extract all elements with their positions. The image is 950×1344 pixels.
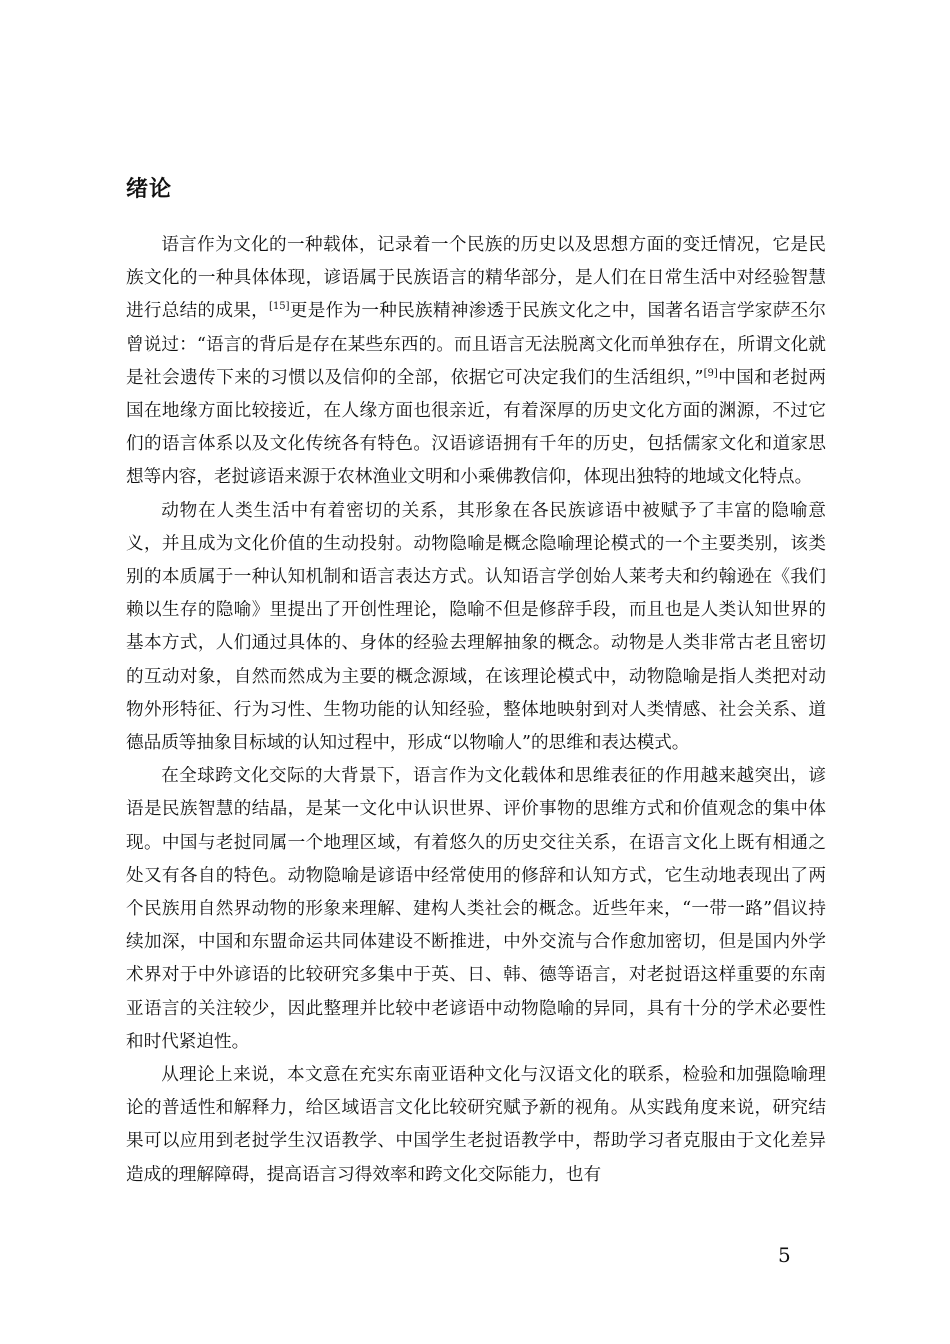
paragraph-1 [126, 229, 826, 495]
citation-9: [9] [703, 367, 718, 379]
citation-15: [15] [269, 301, 290, 313]
paragraph-2: 动物在人类生活中有着密切的关系，其形象在各民族谚语中被赋予了丰富的隐喻意义，并且成为文化价值的生动投射。动物隐喻是概念隐喻理论模式的一个主要类别，该类别的本质属于一种认知机制和语言表达方式。认知语言学创始人莱考夫和约翰逊在《我们赖以生存的隐喻》里提出了开创性理论，隐喻不但是修辞手段，而且也是人类认知世界的基本方式，人们通过具体的、身体的经验去理解抽象的概念。动物是人类非常古老且密切的互动对象，自然而然成为主要的概念源域，在该理论模式中，动物隐喻是指人类把对动物外形特征、行为习性、生物功能的认知经验，整体地映射到对人类情感、社会关系、道德品质等抽象目标域的认知过程中，形成“以物喻人”的思维和表达模式。 [126, 500, 826, 754]
paragraph-1-text-a: 语言作为文化的一种载体，记录着一个民族的历史以及思想方面的变迁情况，它是民族文化的一种具体体现，谚语属于民族语言的精华部分，是人们在日常生活中对经验智慧进行总结的成果， [126, 235, 826, 322]
section-heading: 绪论 [126, 177, 173, 202]
paragraph-1-text-c: 中国和老挝两国在地缘方面比较接近，在人缘方面也很亲近，有着深厚的历史文化方面的渊源，不过它们的语言体系以及文化传统各有特色。汉语谚语拥有千年的历史，包括儒家文化和道家思想等内容，老挝谚语来源于农林渔业文明和小乘佛教信仰，体现出独特的地域文化特点。 [126, 367, 826, 488]
paragraph-1-text-b: 更是作为一种民族精神渗透于民族文化之中，国著名语言学家萨丕尔曾说过：“语言的背后是存在某些东西的。而且语言无法脱离文化而单独存在，所谓文化就是社会遗传下来的习惯以及信仰的全部，依据它可决定我们的生活组织，” [126, 301, 826, 388]
body-text [126, 229, 826, 1192]
paragraph-4: 从理论上来说，本文意在充实东南亚语种文化与汉语文化的联系，检验和加强隐喻理论的普适性和解释力，给区域语言文化比较研究赋予新的视角。从实践角度来说，研究结果可以应用到老挝学生汉语教学、中国学生老挝语教学中，帮助学习者克服由于文化差异造成的理解障碍，提高语言习得效率和跨文化交际能力，也有 [126, 1065, 826, 1185]
page-number: 5 [778, 1243, 791, 1267]
paragraph-3: 在全球跨文化交际的大背景下，语言作为文化载体和思维表征的作用越来越突出，谚语是民族智慧的结晶，是某一文化中认识世界、评价事物的思维方式和价值观念的集中体现。中国与老挝同属一个地理区域，有着悠久的历史交往关系，在语言文化上既有相通之处又有各自的特色。动物隐喻是谚语中经常使用的修辞和认知方式，它生动地表现出了两个民族用自然界动物的形象来理解、建构人类社会的概念。近些年来，“一带一路”倡议持续加深，中国和东盟命运共同体建设不断推进，中外交流与合作愈加密切，但是国内外学术界对于中外谚语的比较研究多集中于英、日、韩、德等语言，对老挝语这样重要的东南亚语言的关注较少，因此整理并比较中老谚语中动物隐喻的异同，具有十分的学术必要性和时代紧迫性。 [126, 766, 826, 1052]
